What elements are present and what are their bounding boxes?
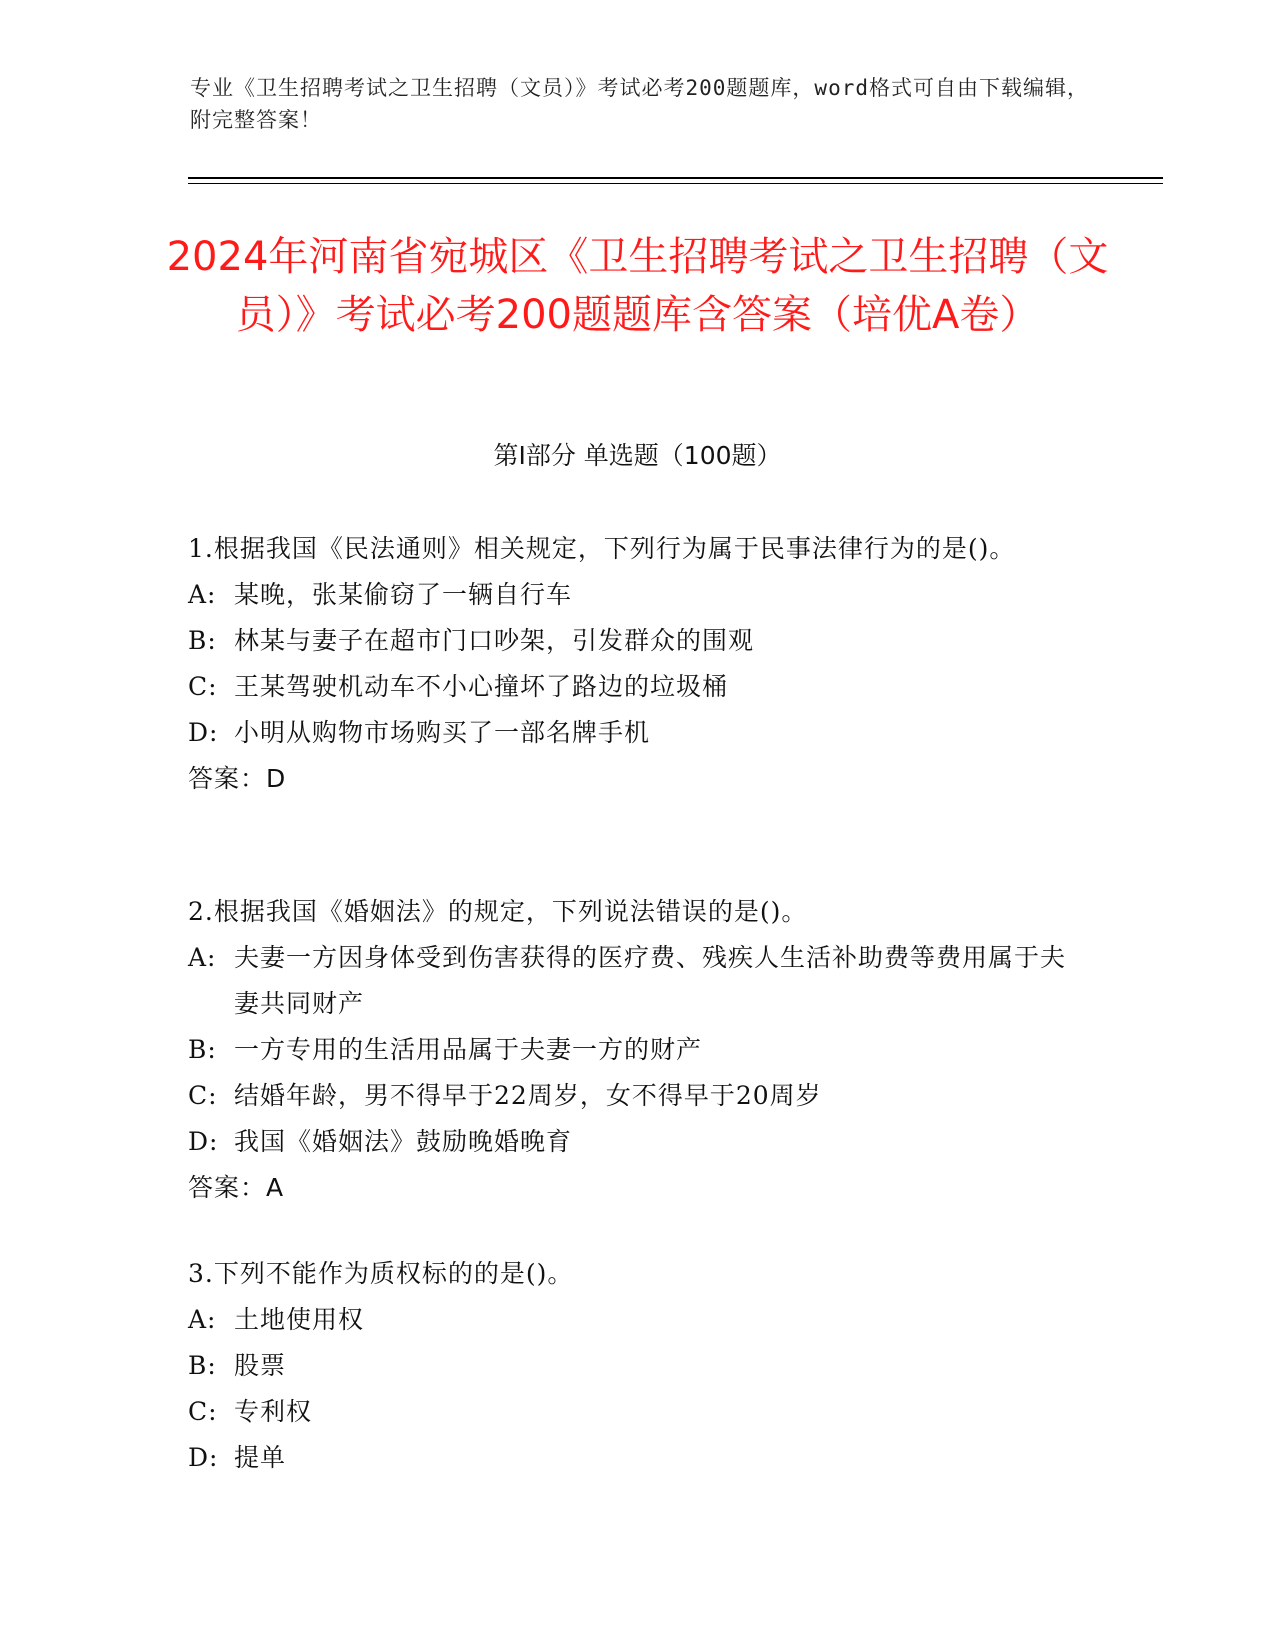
question-2: [188, 889, 1088, 1211]
option-text: 股票: [234, 1351, 287, 1380]
option-a: [188, 572, 1088, 618]
option-text: 小明从购物市场购买了一部名牌手机: [234, 718, 651, 747]
option-text: 专利权: [234, 1397, 313, 1426]
answer-line: 答案：A: [188, 1173, 285, 1202]
option-text: 王某驾驶机动车不小心撞坏了路边的垃圾桶: [234, 672, 729, 701]
option-a: [188, 935, 1088, 1027]
option-text: 土地使用权: [234, 1305, 365, 1334]
question-stem: 3.下列不能作为质权标的的是()。: [188, 1259, 574, 1288]
option-key: A:: [188, 1305, 217, 1334]
question-1: [188, 526, 1088, 802]
option-c: [188, 1389, 1088, 1435]
option-key: B:: [188, 1351, 217, 1380]
option-a: [188, 1297, 1088, 1343]
option-key: A:: [188, 943, 217, 972]
option-c: [188, 664, 1088, 710]
option-key: B:: [188, 1035, 217, 1064]
option-key: C:: [188, 1081, 218, 1110]
option-text: 提单: [234, 1443, 287, 1472]
option-text: 林某与妻子在超市门口吵架，引发群众的围观: [234, 626, 755, 655]
option-key: D:: [188, 1127, 219, 1156]
option-text: 我国《婚姻法》鼓励晚婚晚育: [234, 1127, 573, 1156]
option-key: D:: [188, 1443, 219, 1472]
document-title: 2024年河南省宛城区《卫生招聘考试之卫生招聘（文员）》考试必考200题题库含答案（培优A卷）: [166, 234, 1109, 338]
option-c: [188, 1073, 1088, 1119]
header-divider-thick: [188, 177, 1163, 179]
option-key: C:: [188, 672, 218, 701]
option-b: [188, 1027, 1088, 1073]
option-key: B:: [188, 626, 217, 655]
option-key: D:: [188, 718, 219, 747]
option-key: A:: [188, 580, 217, 609]
option-d: [188, 1119, 1088, 1165]
header-note: 专业《卫生招聘考试之卫生招聘（文员）》考试必考200题题库，word格式可自由下载编辑，附完整答案！: [190, 76, 1089, 132]
option-text: 夫妻一方因身体受到伤害获得的医疗费、残疾人生活补助费等费用属于夫妻共同财产: [234, 943, 1067, 1018]
option-key: C:: [188, 1397, 218, 1426]
question-stem: 1.根据我国《民法通则》相关规定，下列行为属于民事法律行为的是()。: [188, 534, 1016, 563]
option-text: 某晚，张某偷窃了一辆自行车: [234, 580, 573, 609]
option-b: [188, 1343, 1088, 1389]
question-3: [188, 1251, 1088, 1481]
section-heading: 第I部分 单选题（100题）: [493, 441, 782, 470]
header-divider-thin: [188, 183, 1163, 184]
option-b: [188, 618, 1088, 664]
option-d: [188, 1435, 1088, 1481]
question-stem: 2.根据我国《婚姻法》的规定，下列说法错误的是()。: [188, 897, 808, 926]
option-d: [188, 710, 1088, 756]
option-text: 一方专用的生活用品属于夫妻一方的财产: [234, 1035, 703, 1064]
answer-line: 答案：D: [188, 764, 287, 793]
option-text: 结婚年龄，男不得早于22周岁，女不得早于20周岁: [234, 1081, 822, 1110]
